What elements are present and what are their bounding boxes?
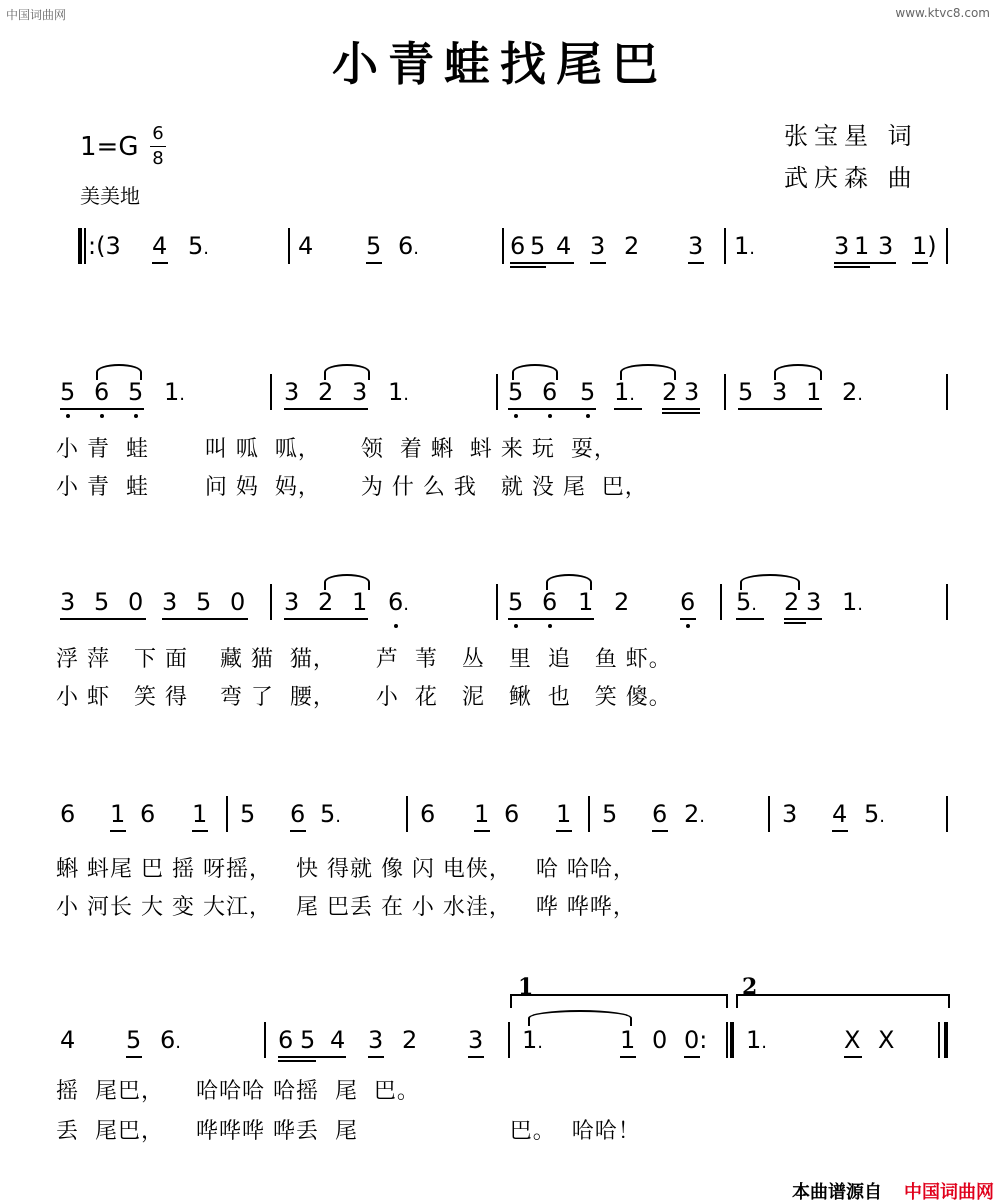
low-dot bbox=[686, 624, 690, 628]
note: 5. bbox=[736, 588, 758, 616]
underline bbox=[652, 830, 668, 832]
underline bbox=[192, 830, 208, 832]
bar-line bbox=[270, 584, 272, 620]
note: 5 bbox=[196, 588, 212, 616]
final-bar-thin bbox=[938, 1022, 940, 1058]
slur bbox=[528, 1010, 632, 1026]
repeat-start-thin bbox=[84, 228, 86, 264]
low-dot bbox=[66, 414, 70, 418]
underline bbox=[510, 262, 574, 264]
low-dot bbox=[394, 624, 398, 628]
note: 5 bbox=[300, 1026, 316, 1054]
bar-line bbox=[496, 584, 498, 620]
note: 5 bbox=[530, 232, 546, 260]
low-dot bbox=[514, 624, 518, 628]
ending-2-bracket-end bbox=[948, 994, 950, 1008]
note: 3 bbox=[60, 588, 76, 616]
note: 3 bbox=[162, 588, 178, 616]
underline bbox=[684, 1056, 700, 1058]
underline bbox=[784, 622, 806, 624]
note: 6 bbox=[510, 232, 526, 260]
bar-line bbox=[724, 228, 726, 264]
underline bbox=[620, 1056, 636, 1058]
underline bbox=[284, 408, 368, 410]
lyrics-verse1-line5: 摇 尾巴， 哈哈哈 哈摇 尾 巴。 bbox=[56, 1079, 420, 1104]
lyrics-verse2-line5: 丢 尾巴， 哗哗哗 哗丢 尾 巴。 哈哈！ bbox=[56, 1119, 641, 1144]
note: 1 bbox=[854, 232, 870, 260]
underline bbox=[662, 408, 700, 410]
note: X bbox=[844, 1026, 861, 1054]
ending-2-bracket bbox=[736, 994, 738, 1008]
lyrics-verse1-line4: 蝌 蚪尾 巴 摇 呀摇， 快 得就 像 闪 电侠， 哈 哈哈， bbox=[56, 857, 636, 882]
underline bbox=[844, 1056, 862, 1058]
underline bbox=[508, 618, 594, 620]
note: 3 bbox=[368, 1026, 384, 1054]
note: 5 bbox=[580, 378, 596, 406]
note: 5. bbox=[188, 232, 210, 260]
note: 6 bbox=[652, 800, 668, 828]
note: 3 bbox=[684, 378, 700, 406]
note: 3 bbox=[284, 378, 300, 406]
footer-source: 本曲谱源自 bbox=[792, 1182, 882, 1203]
underline bbox=[508, 408, 596, 410]
note: 6. bbox=[160, 1026, 182, 1054]
note: 3 bbox=[878, 232, 894, 260]
underline bbox=[368, 1056, 384, 1058]
note: X bbox=[878, 1026, 895, 1054]
note: 5 bbox=[508, 588, 524, 616]
underline bbox=[284, 618, 368, 620]
bar-line bbox=[288, 228, 290, 264]
note: 2. bbox=[684, 800, 706, 828]
underline bbox=[468, 1056, 484, 1058]
underline bbox=[590, 262, 606, 264]
bar-line bbox=[226, 796, 228, 832]
song-title: 小青蛙找尾巴 bbox=[332, 37, 668, 91]
note: 6 bbox=[504, 800, 520, 828]
note: 1 bbox=[352, 588, 368, 616]
repeat-start-bar bbox=[78, 228, 82, 264]
note: 6. bbox=[388, 588, 410, 616]
bar-line bbox=[720, 584, 722, 620]
underline bbox=[110, 830, 126, 832]
bar-line bbox=[946, 228, 948, 264]
note: 1. bbox=[522, 1026, 544, 1054]
underline bbox=[126, 1056, 142, 1058]
note: 5 bbox=[126, 1026, 142, 1054]
note: 6 bbox=[542, 588, 558, 616]
note: 4 bbox=[832, 800, 848, 828]
note: 1) bbox=[912, 232, 937, 260]
note: 2 bbox=[784, 588, 800, 616]
underline bbox=[152, 262, 168, 264]
footer-site: 中国词曲网 bbox=[904, 1182, 994, 1203]
note: 1. bbox=[388, 378, 410, 406]
note: 1. bbox=[746, 1026, 768, 1054]
note: 4 bbox=[556, 232, 572, 260]
underline bbox=[278, 1056, 346, 1058]
note: 5 bbox=[94, 588, 110, 616]
underline bbox=[60, 618, 146, 620]
watermark-right: www.ktvc8.com bbox=[895, 6, 990, 20]
note: 3 bbox=[772, 378, 788, 406]
time-signature bbox=[150, 124, 166, 169]
bar-line bbox=[946, 584, 948, 620]
lyrics-verse2-line2: 小 青 蛙 问 妈 妈， 为 什 么 我 就 没 尾 巴， bbox=[56, 475, 648, 500]
underline bbox=[784, 618, 822, 620]
ending-1-line bbox=[510, 994, 728, 996]
note: 6. bbox=[398, 232, 420, 260]
underline bbox=[290, 830, 306, 832]
final-bar-thick bbox=[944, 1022, 948, 1058]
ending-1-bracket bbox=[510, 994, 512, 1008]
note: 3 bbox=[834, 232, 850, 260]
note: 6 bbox=[420, 800, 436, 828]
note: 0: bbox=[684, 1026, 708, 1054]
underline bbox=[834, 266, 870, 268]
note: 1. bbox=[734, 232, 756, 260]
bar-line bbox=[588, 796, 590, 832]
slur bbox=[774, 364, 822, 380]
note: 4 bbox=[152, 232, 168, 260]
note: 3 bbox=[590, 232, 606, 260]
lyricist-credit: 张宝星 词 bbox=[784, 122, 918, 150]
note: 3 bbox=[782, 800, 798, 828]
note: 6 bbox=[140, 800, 156, 828]
note: 2 bbox=[662, 378, 678, 406]
underline bbox=[912, 262, 928, 264]
note: 2 bbox=[402, 1026, 418, 1054]
lyrics-verse1-line3: 浮 萍 下 面 藏 猫 猫， 芦 苇 丛 里 追 鱼 虾。 bbox=[56, 647, 672, 672]
note: 4 bbox=[298, 232, 314, 260]
low-dot bbox=[548, 624, 552, 628]
note: 3 bbox=[284, 588, 300, 616]
note: 1. bbox=[614, 378, 636, 406]
note: 6 bbox=[94, 378, 110, 406]
note: 1 bbox=[806, 378, 822, 406]
note: 5 bbox=[366, 232, 382, 260]
underline bbox=[662, 412, 700, 414]
note: 6 bbox=[680, 588, 696, 616]
note: 2 bbox=[624, 232, 640, 260]
time-top: 6 bbox=[152, 123, 164, 144]
note: 5 bbox=[602, 800, 618, 828]
note: 2 bbox=[318, 378, 334, 406]
note: 0 bbox=[652, 1026, 668, 1054]
repeat-end-bar bbox=[730, 1022, 734, 1058]
note: 6 bbox=[542, 378, 558, 406]
note: 2 bbox=[614, 588, 630, 616]
note: 4 bbox=[330, 1026, 346, 1054]
underline bbox=[162, 618, 248, 620]
low-dot bbox=[548, 414, 552, 418]
bar-line bbox=[508, 1022, 510, 1058]
note: 2 bbox=[318, 588, 334, 616]
note: 3 bbox=[468, 1026, 484, 1054]
underline bbox=[736, 618, 764, 620]
note: 1 bbox=[192, 800, 208, 828]
note: 1. bbox=[842, 588, 864, 616]
low-dot bbox=[134, 414, 138, 418]
note: 2. bbox=[842, 378, 864, 406]
note: 5. bbox=[864, 800, 886, 828]
note: 1 bbox=[474, 800, 490, 828]
bar-line bbox=[724, 374, 726, 410]
time-bottom: 8 bbox=[152, 148, 164, 169]
low-dot bbox=[514, 414, 518, 418]
bar-line bbox=[264, 1022, 266, 1058]
ending-2-label: 2 bbox=[742, 974, 758, 1000]
underline bbox=[510, 266, 546, 268]
lyrics-verse2-line3: 小 虾 笑 得 弯 了 腰， 小 花 泥 鳅 也 笑 傻。 bbox=[56, 685, 672, 710]
underline bbox=[832, 830, 848, 832]
note: 1 bbox=[620, 1026, 636, 1054]
low-dot bbox=[586, 414, 590, 418]
note: 1 bbox=[556, 800, 572, 828]
note: 0 bbox=[230, 588, 246, 616]
note: :(3 bbox=[88, 232, 121, 260]
note: 3 bbox=[806, 588, 822, 616]
note: 5 bbox=[60, 378, 76, 406]
bar-line bbox=[496, 374, 498, 410]
bar-line bbox=[270, 374, 272, 410]
note: 5. bbox=[320, 800, 342, 828]
note: 5 bbox=[508, 378, 524, 406]
note: 5 bbox=[128, 378, 144, 406]
watermark-left: 中国词曲网 bbox=[6, 8, 67, 22]
ending-1-label: 1 bbox=[518, 974, 534, 1000]
underline bbox=[366, 262, 382, 264]
note: 3 bbox=[352, 378, 368, 406]
underline bbox=[738, 408, 822, 410]
note: 1 bbox=[578, 588, 594, 616]
bar-line bbox=[946, 796, 948, 832]
tempo-marking: 美美地 bbox=[80, 184, 140, 208]
ending-2-line bbox=[736, 994, 950, 996]
underline bbox=[278, 1060, 316, 1062]
bar-line bbox=[768, 796, 770, 832]
low-dot bbox=[100, 414, 104, 418]
key-signature: 1=G bbox=[80, 132, 139, 162]
note: 3 bbox=[688, 232, 704, 260]
note: 0 bbox=[128, 588, 144, 616]
bar-line bbox=[406, 796, 408, 832]
note: 5 bbox=[738, 378, 754, 406]
underline bbox=[834, 262, 896, 264]
note: 5 bbox=[240, 800, 256, 828]
repeat-end-thin bbox=[726, 1022, 728, 1058]
note: 4 bbox=[60, 1026, 76, 1054]
note: 6 bbox=[278, 1026, 294, 1054]
bar-line bbox=[946, 374, 948, 410]
bar-line bbox=[502, 228, 504, 264]
underline bbox=[60, 408, 144, 410]
underline bbox=[680, 618, 696, 620]
underline bbox=[688, 262, 704, 264]
lyrics-verse1-line2: 小 青 蛙 叫 呱 呱， 领 着 蝌 蚪 来 玩 耍， bbox=[56, 437, 617, 462]
ending-1-bracket-end bbox=[726, 994, 728, 1008]
note: 1. bbox=[164, 378, 186, 406]
note: 6 bbox=[60, 800, 76, 828]
underline bbox=[556, 830, 572, 832]
underline bbox=[474, 830, 490, 832]
note: 1 bbox=[110, 800, 126, 828]
lyrics-verse2-line4: 小 河长 大 变 大江， 尾 巴丢 在 小 水洼， 哗 哗哗， bbox=[56, 895, 636, 920]
note: 6 bbox=[290, 800, 306, 828]
composer-credit: 武庆森 曲 bbox=[784, 164, 918, 192]
underline bbox=[614, 408, 642, 410]
